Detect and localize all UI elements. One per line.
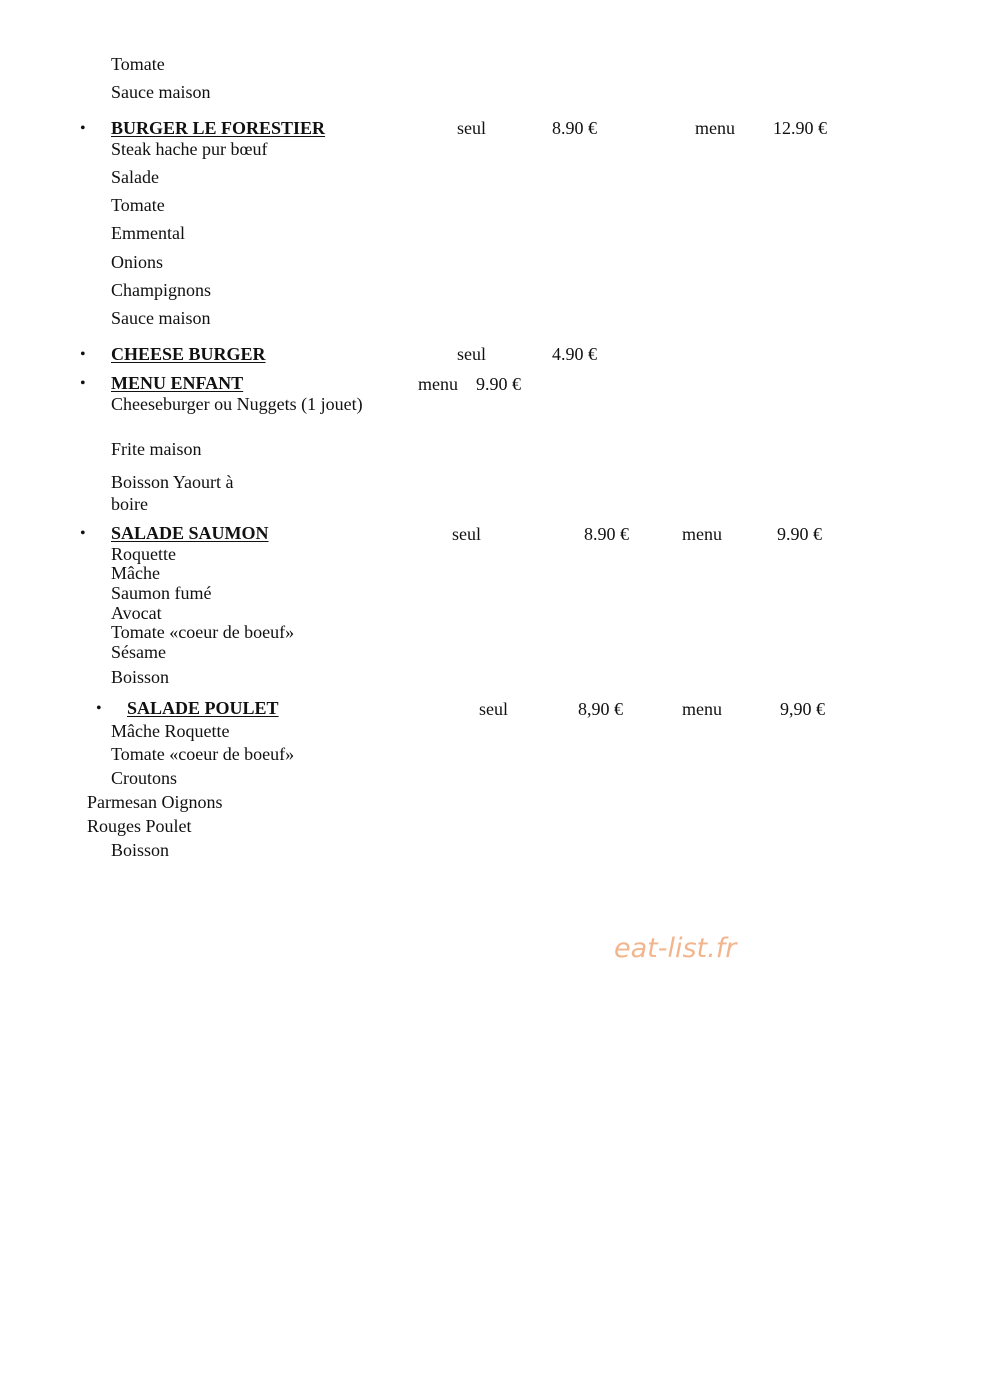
ingredient: Avocat <box>111 603 162 623</box>
menu-price: 12.90 € <box>773 118 827 138</box>
ingredient: Tomate «coeur de boeuf» <box>111 744 295 764</box>
bullet-icon: • <box>80 120 86 137</box>
seul-price: 8,90 € <box>578 699 623 719</box>
bullet-icon: • <box>80 346 86 363</box>
seul-price: 8.90 € <box>584 524 629 544</box>
item-title-cheese: CHEESE BURGER <box>111 344 266 364</box>
seul-price: 4.90 € <box>552 344 597 364</box>
menu-label: menu <box>418 374 458 394</box>
ingredient: Boisson <box>111 840 170 860</box>
menu-line: Cheeseburger ou Nuggets (1 jouet) <box>111 394 363 414</box>
bullet-icon: • <box>80 525 86 542</box>
ingredient: Onions <box>111 252 164 272</box>
seul-label: seul <box>452 524 481 544</box>
ingredient: Tomate <box>111 195 165 215</box>
watermark-logo: eat-list.fr <box>614 933 737 964</box>
seul-label: seul <box>479 699 508 719</box>
ingredient: Tomate «coeur de boeuf» <box>111 622 295 642</box>
ingredient: Emmental <box>111 223 185 243</box>
ingredient: Parmesan Oignons <box>87 792 223 812</box>
intro-line: Tomate <box>111 54 165 74</box>
intro-line: Sauce maison <box>111 82 211 102</box>
ingredient: Croutons <box>111 768 178 788</box>
bullet-icon: • <box>80 375 86 392</box>
seul-price: 8.90 € <box>552 118 597 138</box>
seul-label: seul <box>457 344 486 364</box>
ingredient: Mâche <box>111 563 160 583</box>
ingredient: Salade <box>111 167 159 187</box>
bullet-icon: • <box>96 700 102 717</box>
ingredient: Boisson <box>111 667 170 687</box>
item-title-poulet: SALADE POULET <box>127 698 279 718</box>
ingredient: Mâche Roquette <box>111 721 230 741</box>
menu-price: 9,90 € <box>780 699 825 719</box>
menu-line: Frite maison <box>111 439 202 459</box>
menu-label: menu <box>695 118 735 138</box>
menu-line: boire <box>111 494 148 514</box>
menu-label: menu <box>682 699 722 719</box>
item-title-saumon: SALADE SAUMON <box>111 523 269 543</box>
ingredient: Saumon fumé <box>111 583 212 603</box>
seul-label: seul <box>457 118 486 138</box>
ingredient: Sésame <box>111 642 166 662</box>
menu-line: Boisson Yaourt à <box>111 472 234 492</box>
item-title-enfant: MENU ENFANT <box>111 373 244 393</box>
ingredient: Sauce maison <box>111 308 211 328</box>
ingredient: Champignons <box>111 280 212 300</box>
ingredient: Rouges Poulet <box>87 816 192 836</box>
ingredient: Steak hache pur bœuf <box>111 139 268 159</box>
menu-label: menu <box>682 524 722 544</box>
menu-price: 9.90 € <box>777 524 822 544</box>
ingredient: Roquette <box>111 544 176 564</box>
menu-price: 9.90 € <box>476 374 521 394</box>
item-title-forestier: BURGER LE FORESTIER <box>111 118 326 138</box>
